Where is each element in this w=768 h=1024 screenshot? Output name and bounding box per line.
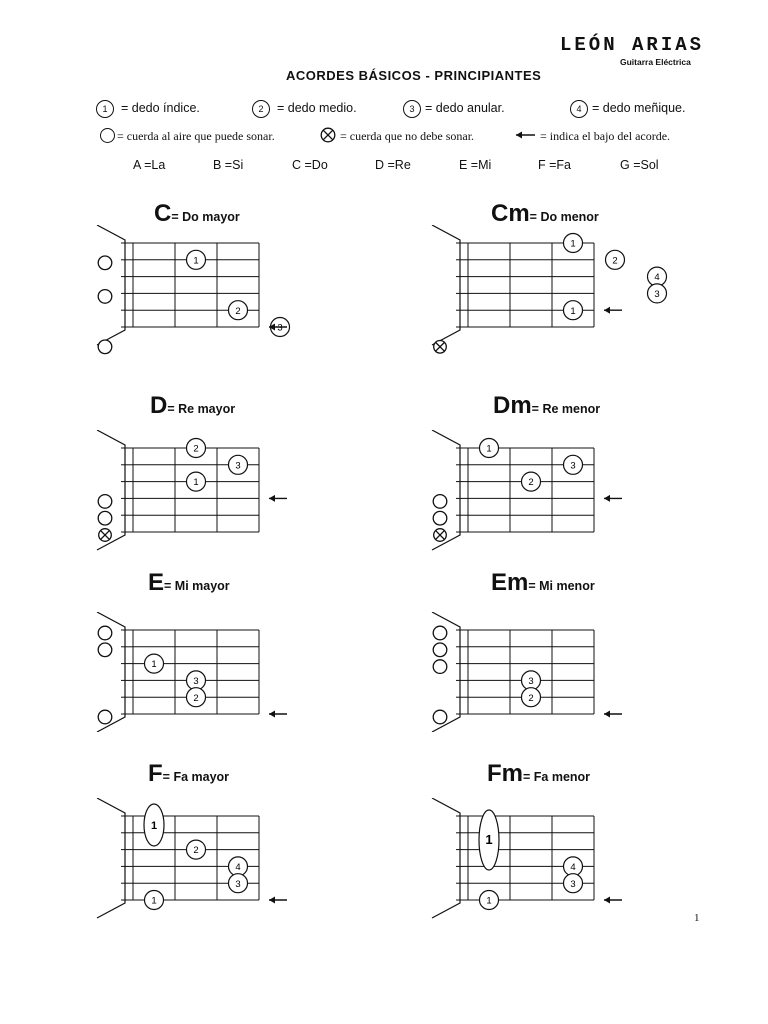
finger-dot	[648, 267, 667, 286]
open-string-marker	[98, 340, 112, 354]
nut-bracket	[432, 225, 460, 345]
page-number: 1	[694, 912, 700, 924]
finger-dot-label: 3	[235, 460, 241, 472]
finger-1-label: = dedo índice.	[121, 101, 200, 115]
chord-diagram-f	[90, 798, 300, 926]
note-d: D =Re	[375, 158, 411, 172]
finger-dot	[187, 250, 206, 269]
finger-dot-label: 1	[193, 477, 199, 489]
bass-arrow	[604, 495, 622, 502]
finger-dot-label: 2	[193, 443, 199, 455]
muted-string-label: = cuerda que no debe sonar.	[340, 129, 475, 143]
finger-dot	[145, 891, 164, 910]
barre-label: 1	[485, 832, 493, 847]
finger-1-icon: 1	[96, 100, 114, 118]
open-string-marker	[98, 290, 112, 304]
open-string-marker	[433, 626, 447, 640]
finger-dot-label: 3	[570, 460, 576, 472]
author-name: LEÓN ARIAS	[560, 34, 705, 56]
finger-dot-label: 4	[654, 272, 660, 284]
open-string-marker	[433, 643, 447, 657]
finger-dot	[229, 301, 248, 320]
finger-dot	[648, 284, 667, 303]
finger-dot-label: 3	[570, 878, 576, 890]
finger-dot-label: 1	[151, 659, 157, 671]
finger-dot	[564, 234, 583, 253]
open-string-marker	[98, 710, 112, 724]
finger-dot-label: 3	[235, 878, 241, 890]
finger-dot-label: 2	[528, 692, 534, 704]
finger-dot	[564, 455, 583, 474]
note-c: C =Do	[292, 158, 328, 172]
chord-title-e: E= Mi mayor	[148, 569, 230, 596]
muted-string-marker	[434, 529, 447, 542]
bass-arrow	[269, 495, 287, 502]
open-string-marker	[98, 626, 112, 640]
finger-dot-label: 3	[654, 289, 660, 300]
finger-dot	[187, 671, 206, 690]
finger-dot-label: 1	[570, 305, 576, 317]
finger-dot	[145, 654, 164, 673]
finger-dot-label: 2	[193, 692, 199, 704]
finger-dot-label: 1	[151, 895, 157, 907]
finger-2-label: = dedo medio.	[277, 101, 357, 115]
note-g: G =Sol	[620, 158, 659, 172]
bass-arrow-icon	[514, 129, 536, 141]
finger-dot	[564, 874, 583, 893]
bass-arrow-head	[269, 495, 275, 502]
bass-label: = indica el bajo del acorde.	[540, 129, 671, 143]
chord-title-dm: Dm= Re menor	[493, 392, 601, 419]
chord-diagram-d	[90, 430, 300, 555]
muted-string-marker	[99, 529, 112, 542]
bass-arrow	[604, 307, 622, 314]
finger-dot-label: 1	[486, 895, 492, 907]
nut-bracket	[432, 798, 460, 918]
note-e: E =Mi	[459, 158, 492, 172]
finger-dot	[187, 688, 206, 707]
finger-dot-label: 3	[193, 676, 199, 687]
finger-dot	[229, 874, 248, 893]
open-string-marker	[98, 495, 112, 509]
bass-arrow-head	[604, 307, 610, 314]
finger-dot	[564, 301, 583, 320]
open-string-marker	[433, 511, 447, 525]
chord-diagram-dm	[425, 430, 635, 555]
open-string-marker	[98, 643, 112, 657]
finger-3-label: = dedo anular.	[425, 101, 505, 115]
page-title: ACORDES BÁSICOS - PRINCIPIANTES	[286, 68, 542, 83]
chord-title-em: Em= Mi menor	[491, 569, 595, 596]
chord-title-cm: Cm= Do menor	[491, 200, 599, 227]
chord-diagram-c	[90, 225, 300, 355]
chord-title-f: F= Fa mayor	[148, 760, 230, 787]
finger-dot-label: 1	[486, 443, 492, 455]
finger-dot	[522, 472, 541, 491]
open-string-marker	[98, 256, 112, 270]
barre-label: 1	[150, 820, 158, 832]
bass-arrow-head	[269, 897, 275, 904]
finger-dot-label: 4	[570, 862, 576, 873]
barre-marker	[144, 804, 164, 846]
finger-dot	[187, 439, 206, 458]
chord-title-c: C= Do mayor	[154, 200, 240, 227]
chord-diagram-fm	[425, 798, 635, 926]
muted-string-icon	[320, 127, 336, 143]
finger-dot-label: 2	[612, 255, 618, 267]
finger-dot	[522, 688, 541, 707]
open-string-marker	[433, 495, 447, 509]
finger-3-icon: 3	[403, 100, 421, 118]
finger-dot-label: 2	[235, 305, 241, 317]
open-string-label: = cuerda al aire que puede sonar.	[117, 129, 275, 143]
finger-dot-label: 1	[570, 238, 576, 250]
note-a: A =La	[133, 158, 166, 172]
open-string-icon	[100, 128, 115, 143]
bass-arrow	[269, 897, 287, 904]
bass-arrow	[604, 897, 622, 904]
bass-arrow-head	[269, 711, 275, 718]
finger-dot	[480, 891, 499, 910]
finger-dot	[229, 455, 248, 474]
finger-dot-label: 4	[235, 862, 241, 873]
open-string-marker	[98, 511, 112, 525]
bass-arrow-head	[604, 495, 610, 502]
note-f: F =Fa	[538, 158, 571, 172]
chord-title-d: D= Re mayor	[150, 392, 236, 419]
barre-marker	[479, 810, 499, 870]
bass-arrow-head	[604, 897, 610, 904]
finger-dot	[187, 472, 206, 491]
nut-bracket	[97, 225, 125, 345]
muted-string-marker	[434, 341, 447, 354]
bass-arrow	[269, 711, 287, 718]
bass-arrow-head	[604, 711, 610, 718]
finger-dot	[564, 857, 583, 876]
chord-diagram-cm	[425, 225, 715, 355]
open-string-marker	[433, 660, 447, 674]
finger-dot	[606, 250, 625, 269]
open-string-marker	[433, 710, 447, 724]
bass-arrow	[604, 711, 622, 718]
nut-bracket	[97, 798, 125, 918]
chord-title-fm: Fm= Fa menor	[487, 760, 591, 787]
finger-4-label: = dedo meñique.	[592, 101, 686, 115]
finger-dot	[187, 840, 206, 859]
finger-dot-label: 1	[193, 255, 199, 267]
finger-2-icon: 2	[252, 100, 270, 118]
finger-dot-label: 3	[277, 322, 283, 334]
finger-dot-label: 3	[528, 676, 534, 687]
finger-4-icon: 4	[570, 100, 588, 118]
finger-dot	[480, 439, 499, 458]
subtitle: Guitarra Eléctrica	[620, 57, 691, 67]
chord-diagram-em	[425, 612, 635, 732]
finger-dot	[229, 857, 248, 876]
chord-diagram-e	[90, 612, 300, 732]
note-b: B =Si	[213, 158, 244, 172]
finger-dot-label: 2	[528, 477, 534, 489]
finger-dot	[522, 671, 541, 690]
finger-dot-label: 2	[193, 845, 199, 857]
